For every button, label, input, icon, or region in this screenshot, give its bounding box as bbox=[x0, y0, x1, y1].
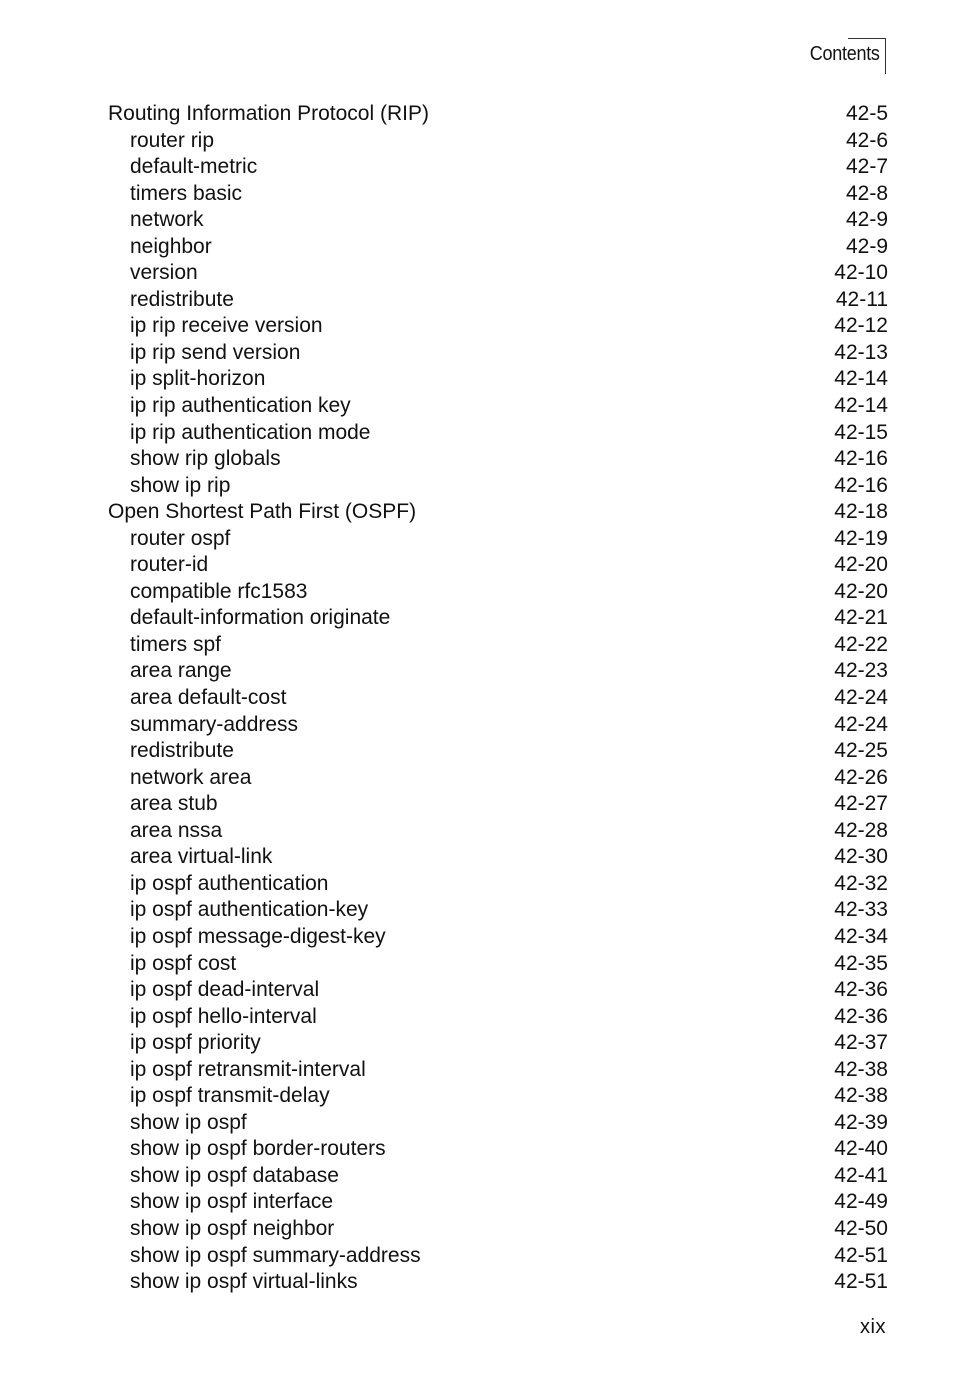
toc-command-entry[interactable] bbox=[108, 473, 888, 500]
toc-entry-title: ip ospf hello-interval bbox=[130, 1004, 317, 1028]
toc-entry-title: ip rip authentication key bbox=[130, 394, 351, 418]
toc-command-entry[interactable] bbox=[108, 287, 888, 314]
toc-entry-title: network area bbox=[130, 765, 252, 789]
toc-command-entry[interactable] bbox=[108, 393, 888, 420]
toc-entry-page: 42-9 bbox=[845, 208, 888, 232]
toc-entry-title: area nssa bbox=[130, 818, 223, 842]
toc-command-entry[interactable] bbox=[108, 1136, 888, 1163]
toc-entry-page: 42-12 bbox=[834, 314, 888, 338]
page-number: xix bbox=[860, 1316, 886, 1338]
toc-command-entry[interactable] bbox=[108, 260, 888, 287]
toc-entry-page: 42-20 bbox=[834, 579, 888, 603]
toc-entry-title: network bbox=[130, 208, 204, 232]
toc-entry-page: 42-13 bbox=[834, 340, 888, 364]
toc-entry-title: area virtual-link bbox=[130, 845, 273, 869]
toc-command-entry[interactable] bbox=[108, 181, 888, 208]
toc-entry-title: show ip ospf neighbor bbox=[130, 1216, 335, 1240]
toc-command-entry[interactable] bbox=[108, 207, 888, 234]
toc-entry-title: router-id bbox=[130, 553, 209, 577]
toc-entry-title: show ip ospf summary-address bbox=[130, 1243, 421, 1267]
toc-command-entry[interactable] bbox=[108, 526, 888, 553]
toc-command-entry[interactable] bbox=[108, 658, 888, 685]
toc-command-entry[interactable] bbox=[108, 632, 888, 659]
toc-entry-page: 42-5 bbox=[845, 102, 888, 125]
toc-command-entry[interactable] bbox=[108, 738, 888, 765]
toc-command-entry[interactable] bbox=[108, 313, 888, 340]
running-header: Contents bbox=[810, 43, 880, 65]
toc-entry-page: 42-30 bbox=[834, 845, 888, 869]
toc-entry-title: timers spf bbox=[130, 632, 222, 656]
toc-entry-page: 42-9 bbox=[845, 234, 888, 258]
toc-entry-title: redistribute bbox=[130, 287, 234, 311]
toc-command-entry[interactable] bbox=[108, 579, 888, 606]
toc-entry-page: 42-10 bbox=[834, 261, 888, 285]
toc-command-entry[interactable] bbox=[108, 1057, 888, 1084]
toc-entry-title: ip rip receive version bbox=[130, 314, 323, 338]
toc-entry-page: 42-19 bbox=[834, 526, 888, 550]
toc-entry-title: ip split-horizon bbox=[130, 367, 266, 391]
toc-command-entry[interactable] bbox=[108, 605, 888, 632]
toc-entry-page: 42-24 bbox=[834, 712, 888, 736]
toc-command-entry[interactable] bbox=[108, 340, 888, 367]
toc-command-entry[interactable] bbox=[108, 818, 888, 845]
toc-entry-title: default-information originate bbox=[130, 606, 391, 630]
toc-entry-title: compatible rfc1583 bbox=[130, 579, 308, 603]
toc-entry-title: router ospf bbox=[130, 526, 231, 550]
toc-command-entry[interactable] bbox=[108, 844, 888, 871]
toc-entry-title: show ip rip bbox=[130, 473, 231, 497]
toc-entry-page: 42-20 bbox=[834, 553, 888, 577]
toc-command-entry[interactable] bbox=[108, 765, 888, 792]
toc-entry-title: ip rip authentication mode bbox=[130, 420, 371, 444]
toc-entry-page: 42-25 bbox=[834, 739, 888, 763]
toc-entry-title: show rip globals bbox=[130, 447, 281, 471]
toc-command-entry[interactable] bbox=[108, 128, 888, 155]
toc-entry-title: router rip bbox=[130, 128, 215, 152]
toc-entry-title: ip ospf authentication bbox=[130, 871, 329, 895]
toc-entry-page: 42-41 bbox=[834, 1163, 888, 1187]
toc-command-entry[interactable] bbox=[108, 871, 888, 898]
toc-entry-title: ip rip send version bbox=[130, 340, 301, 364]
toc-command-entry[interactable] bbox=[108, 1004, 888, 1031]
toc-command-entry[interactable] bbox=[108, 1216, 888, 1243]
toc-entry-title: show ip ospf virtual-links bbox=[130, 1270, 358, 1294]
toc-entry-page: 42-51 bbox=[834, 1243, 888, 1267]
toc-entry-page: 42-39 bbox=[834, 1110, 888, 1134]
toc-entry-page: 42-36 bbox=[834, 978, 888, 1002]
toc-entry-title: ip ospf priority bbox=[130, 1031, 261, 1055]
toc-entry-title: redistribute bbox=[130, 739, 234, 763]
toc-entry-page: 42-40 bbox=[834, 1137, 888, 1161]
toc-entry-page: 42-36 bbox=[834, 1004, 888, 1028]
toc-entry-title: show ip ospf bbox=[130, 1110, 247, 1134]
toc-command-entry[interactable] bbox=[108, 1083, 888, 1110]
toc-command-entry[interactable] bbox=[108, 977, 888, 1004]
toc-entry-title: show ip ospf database bbox=[130, 1163, 339, 1187]
toc-entry-title: neighbor bbox=[130, 234, 212, 258]
toc-entry-title: default-metric bbox=[130, 155, 258, 179]
toc-entry-page: 42-11 bbox=[835, 287, 888, 311]
toc-command-entry[interactable] bbox=[108, 154, 888, 181]
toc-entry-page: 42-26 bbox=[834, 765, 888, 789]
toc-command-entry[interactable] bbox=[108, 1243, 888, 1270]
toc-entry-title: area range bbox=[130, 659, 232, 683]
toc-command-entry[interactable] bbox=[108, 685, 888, 712]
toc-entry-title: ip ospf dead-interval bbox=[130, 978, 320, 1002]
toc-entry-page: 42-14 bbox=[834, 394, 888, 418]
toc-entry-title: area stub bbox=[130, 792, 218, 816]
toc-command-entry[interactable] bbox=[108, 366, 888, 393]
toc-command-entry[interactable] bbox=[108, 1030, 888, 1057]
toc-command-entry[interactable] bbox=[108, 897, 888, 924]
toc-entry-page: 42-16 bbox=[834, 473, 888, 497]
toc-entry-page: 42-38 bbox=[834, 1084, 888, 1108]
toc-command-entry[interactable] bbox=[108, 924, 888, 951]
toc-entry-title: Open Shortest Path First (OSPF) bbox=[108, 500, 417, 524]
toc-entry-title: timers basic bbox=[130, 181, 243, 205]
toc-entry-page: 42-15 bbox=[834, 420, 888, 444]
toc-entry-page: 42-24 bbox=[834, 686, 888, 710]
toc-entry-page: 42-8 bbox=[845, 181, 888, 205]
toc-entry-title: ip ospf transmit-delay bbox=[130, 1084, 330, 1108]
toc-command-entry[interactable] bbox=[108, 1110, 888, 1137]
toc-command-entry[interactable] bbox=[108, 1163, 888, 1190]
toc-entry-page: 42-37 bbox=[834, 1031, 888, 1055]
toc-command-entry[interactable] bbox=[108, 446, 888, 473]
toc-entry-page: 42-32 bbox=[834, 871, 888, 895]
toc-entry-title: ip ospf authentication-key bbox=[130, 898, 369, 922]
toc-entry-page: 42-23 bbox=[834, 659, 888, 683]
toc-entry-title: Routing Information Protocol (RIP) bbox=[108, 102, 429, 125]
toc-command-entry[interactable] bbox=[108, 420, 888, 447]
toc-command-entry[interactable] bbox=[108, 552, 888, 579]
table-of-contents bbox=[108, 101, 888, 1296]
toc-entry-page: 42-6 bbox=[845, 128, 888, 152]
toc-section-entry[interactable] bbox=[108, 499, 888, 526]
toc-entry-page: 42-28 bbox=[834, 818, 888, 842]
toc-entry-page: 42-7 bbox=[845, 155, 888, 179]
toc-entry-title: area default-cost bbox=[130, 686, 287, 710]
toc-command-entry[interactable] bbox=[108, 951, 888, 978]
toc-command-entry[interactable] bbox=[108, 1269, 888, 1296]
toc-entry-page: 42-51 bbox=[834, 1270, 888, 1294]
toc-entry-page: 42-49 bbox=[834, 1190, 888, 1214]
toc-entry-page: 42-35 bbox=[834, 951, 888, 975]
toc-entry-page: 42-38 bbox=[834, 1057, 888, 1081]
header-rule-vertical bbox=[885, 38, 886, 74]
toc-entry-title: show ip ospf border-routers bbox=[130, 1137, 386, 1161]
toc-entry-title: ip ospf retransmit-interval bbox=[130, 1057, 366, 1081]
toc-command-entry[interactable] bbox=[108, 1189, 888, 1216]
toc-entry-page: 42-27 bbox=[834, 792, 888, 816]
toc-entry-page: 42-34 bbox=[834, 924, 888, 948]
toc-entry-title: version bbox=[130, 261, 198, 285]
toc-command-entry[interactable] bbox=[108, 234, 888, 261]
toc-entry-page: 42-33 bbox=[834, 898, 888, 922]
toc-entry-page: 42-22 bbox=[834, 632, 888, 656]
toc-entry-page: 42-18 bbox=[834, 500, 888, 524]
toc-entry-title: ip ospf cost bbox=[130, 951, 237, 975]
toc-entry-title: summary-address bbox=[130, 712, 299, 736]
toc-entry-page: 42-16 bbox=[834, 447, 888, 471]
toc-entry-page: 42-50 bbox=[834, 1216, 888, 1240]
toc-entry-title: show ip ospf interface bbox=[130, 1190, 334, 1214]
toc-command-entry[interactable] bbox=[108, 712, 888, 739]
toc-section-entry[interactable] bbox=[108, 101, 888, 128]
toc-entry-page: 42-21 bbox=[834, 606, 888, 630]
toc-command-entry[interactable] bbox=[108, 791, 888, 818]
header-rule-horizontal bbox=[848, 38, 886, 39]
toc-entry-title: ip ospf message-digest-key bbox=[130, 924, 386, 948]
toc-entry-page: 42-14 bbox=[834, 367, 888, 391]
